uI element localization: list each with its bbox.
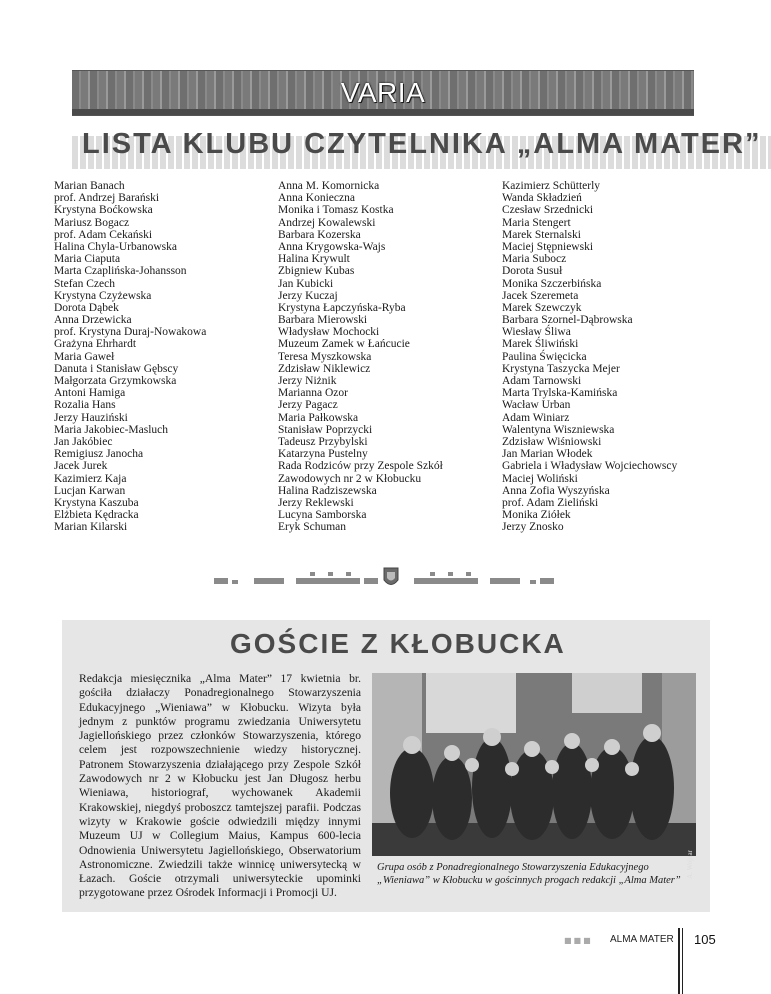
member-name: Lucyna Samborska [278, 509, 367, 522]
caption-line-1: Grupa osób z Ponadregionalnego Stowarzyszenia Edukacyjnego [377, 862, 649, 873]
member-name: Jacek Szeremeta [502, 289, 579, 302]
footer-rule-thin [682, 928, 683, 994]
decorative-separator [214, 566, 554, 590]
member-name: Walentyna Wiszniewska [502, 423, 615, 436]
member-name: Czesław Srzednicki [502, 204, 594, 217]
section-banner [72, 70, 694, 116]
member-name: prof. Adam Zieliński [502, 496, 599, 509]
member-name: Jerzy Pagacz [278, 399, 338, 412]
member-name: Zdzisław Wiśniowski [502, 435, 602, 448]
member-name: prof. Adam Cekański [54, 228, 153, 241]
member-name: Barbara Szornel-Dąbrowska [502, 314, 633, 327]
member-name: Małgorzata Grzymkowska [54, 375, 177, 387]
photo-caption [377, 861, 697, 887]
member-name: Lucjan Karwan [54, 484, 126, 497]
member-name: Kazimierz Kaja [54, 472, 127, 485]
member-name: Krystyna Czyżewska [54, 289, 152, 302]
member-name: Rozalia Hans [54, 399, 116, 412]
member-name: Marta Czaplińska-Johansson [54, 265, 187, 278]
name-column-1 [54, 180, 206, 533]
guests-heading: GOŚCIE Z KŁOBUCKA [230, 628, 566, 659]
member-name: Gabriela i Władysław Wojciechowscy [502, 460, 678, 473]
member-name: Barbara Mierowski [278, 314, 368, 327]
member-name: Anna Konieczna [278, 192, 355, 205]
member-name: Marek Sternalski [502, 228, 581, 241]
member-name: Monika Ziółek [502, 509, 571, 522]
member-name: Barbara Kozerska [278, 228, 361, 241]
member-name: Wiesław Śliwa [502, 326, 571, 339]
member-name: Marta Trylska-Kamińska [502, 387, 618, 400]
member-name: Jan Jakóbiec [54, 435, 113, 448]
member-name: Zbigniew Kubas [278, 265, 355, 278]
member-name: Marian Kilarski [54, 521, 128, 534]
member-name: Marek Śliwiński [502, 338, 579, 351]
member-name: prof. Andrzej Barański [54, 192, 160, 205]
footer-magazine-name: ALMA MATER [610, 934, 674, 945]
member-name: Jerzy Niżnik [278, 375, 337, 387]
member-name: Zawodowych nr 2 w Kłobucku [278, 472, 422, 485]
member-name: Eryk Schuman [278, 521, 347, 534]
member-name: Paulina Święcicka [502, 350, 587, 363]
member-name: Muzeum Zamek w Łańcucie [278, 338, 410, 351]
member-name: Maciej Woliński [502, 472, 578, 485]
member-name: Maria Gaweł [54, 350, 115, 363]
member-name: Remigiusz Janocha [54, 448, 144, 461]
name-column-2 [278, 180, 443, 533]
member-name: Jan Kubicki [278, 277, 334, 290]
member-name: Jerzy Hauziński [54, 411, 128, 424]
member-name: Marianna Ozor [278, 387, 348, 400]
member-name: Wacław Urban [502, 399, 571, 412]
member-name: Teresa Myszkowska [278, 350, 372, 363]
footer-squares: ■■■ [564, 936, 593, 945]
caption-line-2: „Wieniawa” w Kłobucku w gościnnych progach redakcji „Alma Mater” [377, 875, 681, 886]
member-name: Rada Rodziców przy Zespole Szkół [278, 460, 443, 473]
member-name: Antoni Hamiga [54, 387, 126, 400]
member-name: Krystyna Kaszuba [54, 496, 139, 509]
member-name: Maria Jakobiec-Masluch [54, 423, 169, 436]
member-name: Adam Tarnowski [502, 375, 582, 387]
member-name: Halina Radziszewska [278, 484, 377, 497]
member-name: Katarzyna Pustelny [278, 448, 368, 461]
member-name: prof. Krystyna Duraj-Nowakowa [54, 326, 207, 339]
member-name: Monika i Tomasz Kostka [278, 204, 394, 217]
member-name: Maria Pałkowska [278, 411, 359, 424]
member-name: Dorota Dąbek [54, 301, 119, 314]
member-name: Halina Chyla-Urbanowska [54, 240, 177, 253]
member-name: Krystyna Boćkowska [54, 204, 153, 217]
member-name: Grażyna Ehrhardt [54, 338, 137, 351]
member-name: Anna Zofia Wyszyńska [502, 484, 610, 497]
member-name: Jerzy Znosko [502, 521, 564, 534]
member-name: Władysław Mochocki [278, 326, 380, 339]
member-name: Mariusz Bogacz [54, 216, 130, 229]
member-name: Stefan Czech [54, 277, 115, 290]
member-name: Adam Winiarz [502, 411, 570, 424]
member-name: Marek Szewczyk [502, 301, 582, 314]
member-name: Kazimierz Schütterly [502, 180, 601, 192]
member-name: Jacek Jurek [54, 460, 108, 473]
member-name: Wanda Składzień [502, 192, 582, 205]
member-name: Dorota Susuł [502, 265, 563, 278]
member-name: Danuta i Stanisław Gębscy [54, 362, 179, 375]
member-name: Maria Ciaputa [54, 253, 121, 266]
member-name: Maciej Stępniewski [502, 240, 594, 253]
member-name: Krystyna Taszycka Mejer [502, 362, 620, 375]
member-name: Jan Marian Włodek [502, 448, 593, 461]
club-list-heading: LISTA KLUBU CZYTELNIKA „ALMA MATER” [82, 128, 762, 160]
member-name: Andrzej Kowalewski [278, 216, 376, 229]
member-name: Monika Szczerbińska [502, 277, 602, 290]
member-name: Tadeusz Przybylski [278, 435, 368, 448]
member-name: Maria Subocz [502, 253, 567, 266]
member-name: Marian Banach [54, 180, 125, 192]
member-name: Stanisław Poprzycki [278, 423, 373, 436]
member-name: Halina Krywult [278, 253, 350, 266]
member-name: Anna Drzewicka [54, 314, 132, 327]
member-name: Anna Krygowska-Wajs [278, 240, 386, 253]
member-name: Jerzy Reklewski [278, 496, 354, 509]
member-name: Maria Stengert [502, 216, 571, 229]
member-name: Krystyna Łapczyńska-Ryba [278, 301, 406, 314]
name-column-3 [502, 180, 677, 533]
footer-rule [678, 928, 680, 994]
section-title: VARIA [340, 77, 426, 108]
member-name: Elżbieta Kędracka [54, 509, 139, 522]
member-name: Zdzisław Niklewicz [278, 362, 371, 375]
photo-credit: A. Wojnar [686, 850, 694, 879]
member-name: Anna M. Komornicka [278, 180, 380, 192]
guests-article-text: Redakcja miesięcznika „Alma Mater” 17 kwietnia br. gościła działaczy Ponadregionalnego Stowarzyszenia Edukacyjnego „Wieniawa” w Kłobucku. Wizyta była jednym z punktów programu zwiedzania Uniwersytetu Jagiellońskiego przez członków Stowarzyszenia, którego celem jest rozpowszechnienie wiedzy historycznej. Patronem Stowarzyszenia działającego przy Zespole Szkół Zawodowych nr 2 w Kłobucku jest Jan Długosz herbu Wieniawa, historiograf, wychowanek Akademii Krakowskiej, niegdyś proboszcz tamtejszej parafii. Podczas wizyty w Krakowie goście odwiedzili między innymi Muzeum UJ w Collegium Maius, Kampus 600-lecia Odnowienia Uniwersytetu Jagiellońskiego, Obserwatorium Astronomiczne. Zwiedzili także winnicę uniwersytecką w Łazach. Goście otrzymali uniwersyteckie upominki przygotowane przez Ośrodek Informacji i Promocji UJ. [79, 672, 361, 900]
member-name: Jerzy Kuczaj [278, 289, 338, 302]
page-number: 105 [694, 932, 716, 947]
